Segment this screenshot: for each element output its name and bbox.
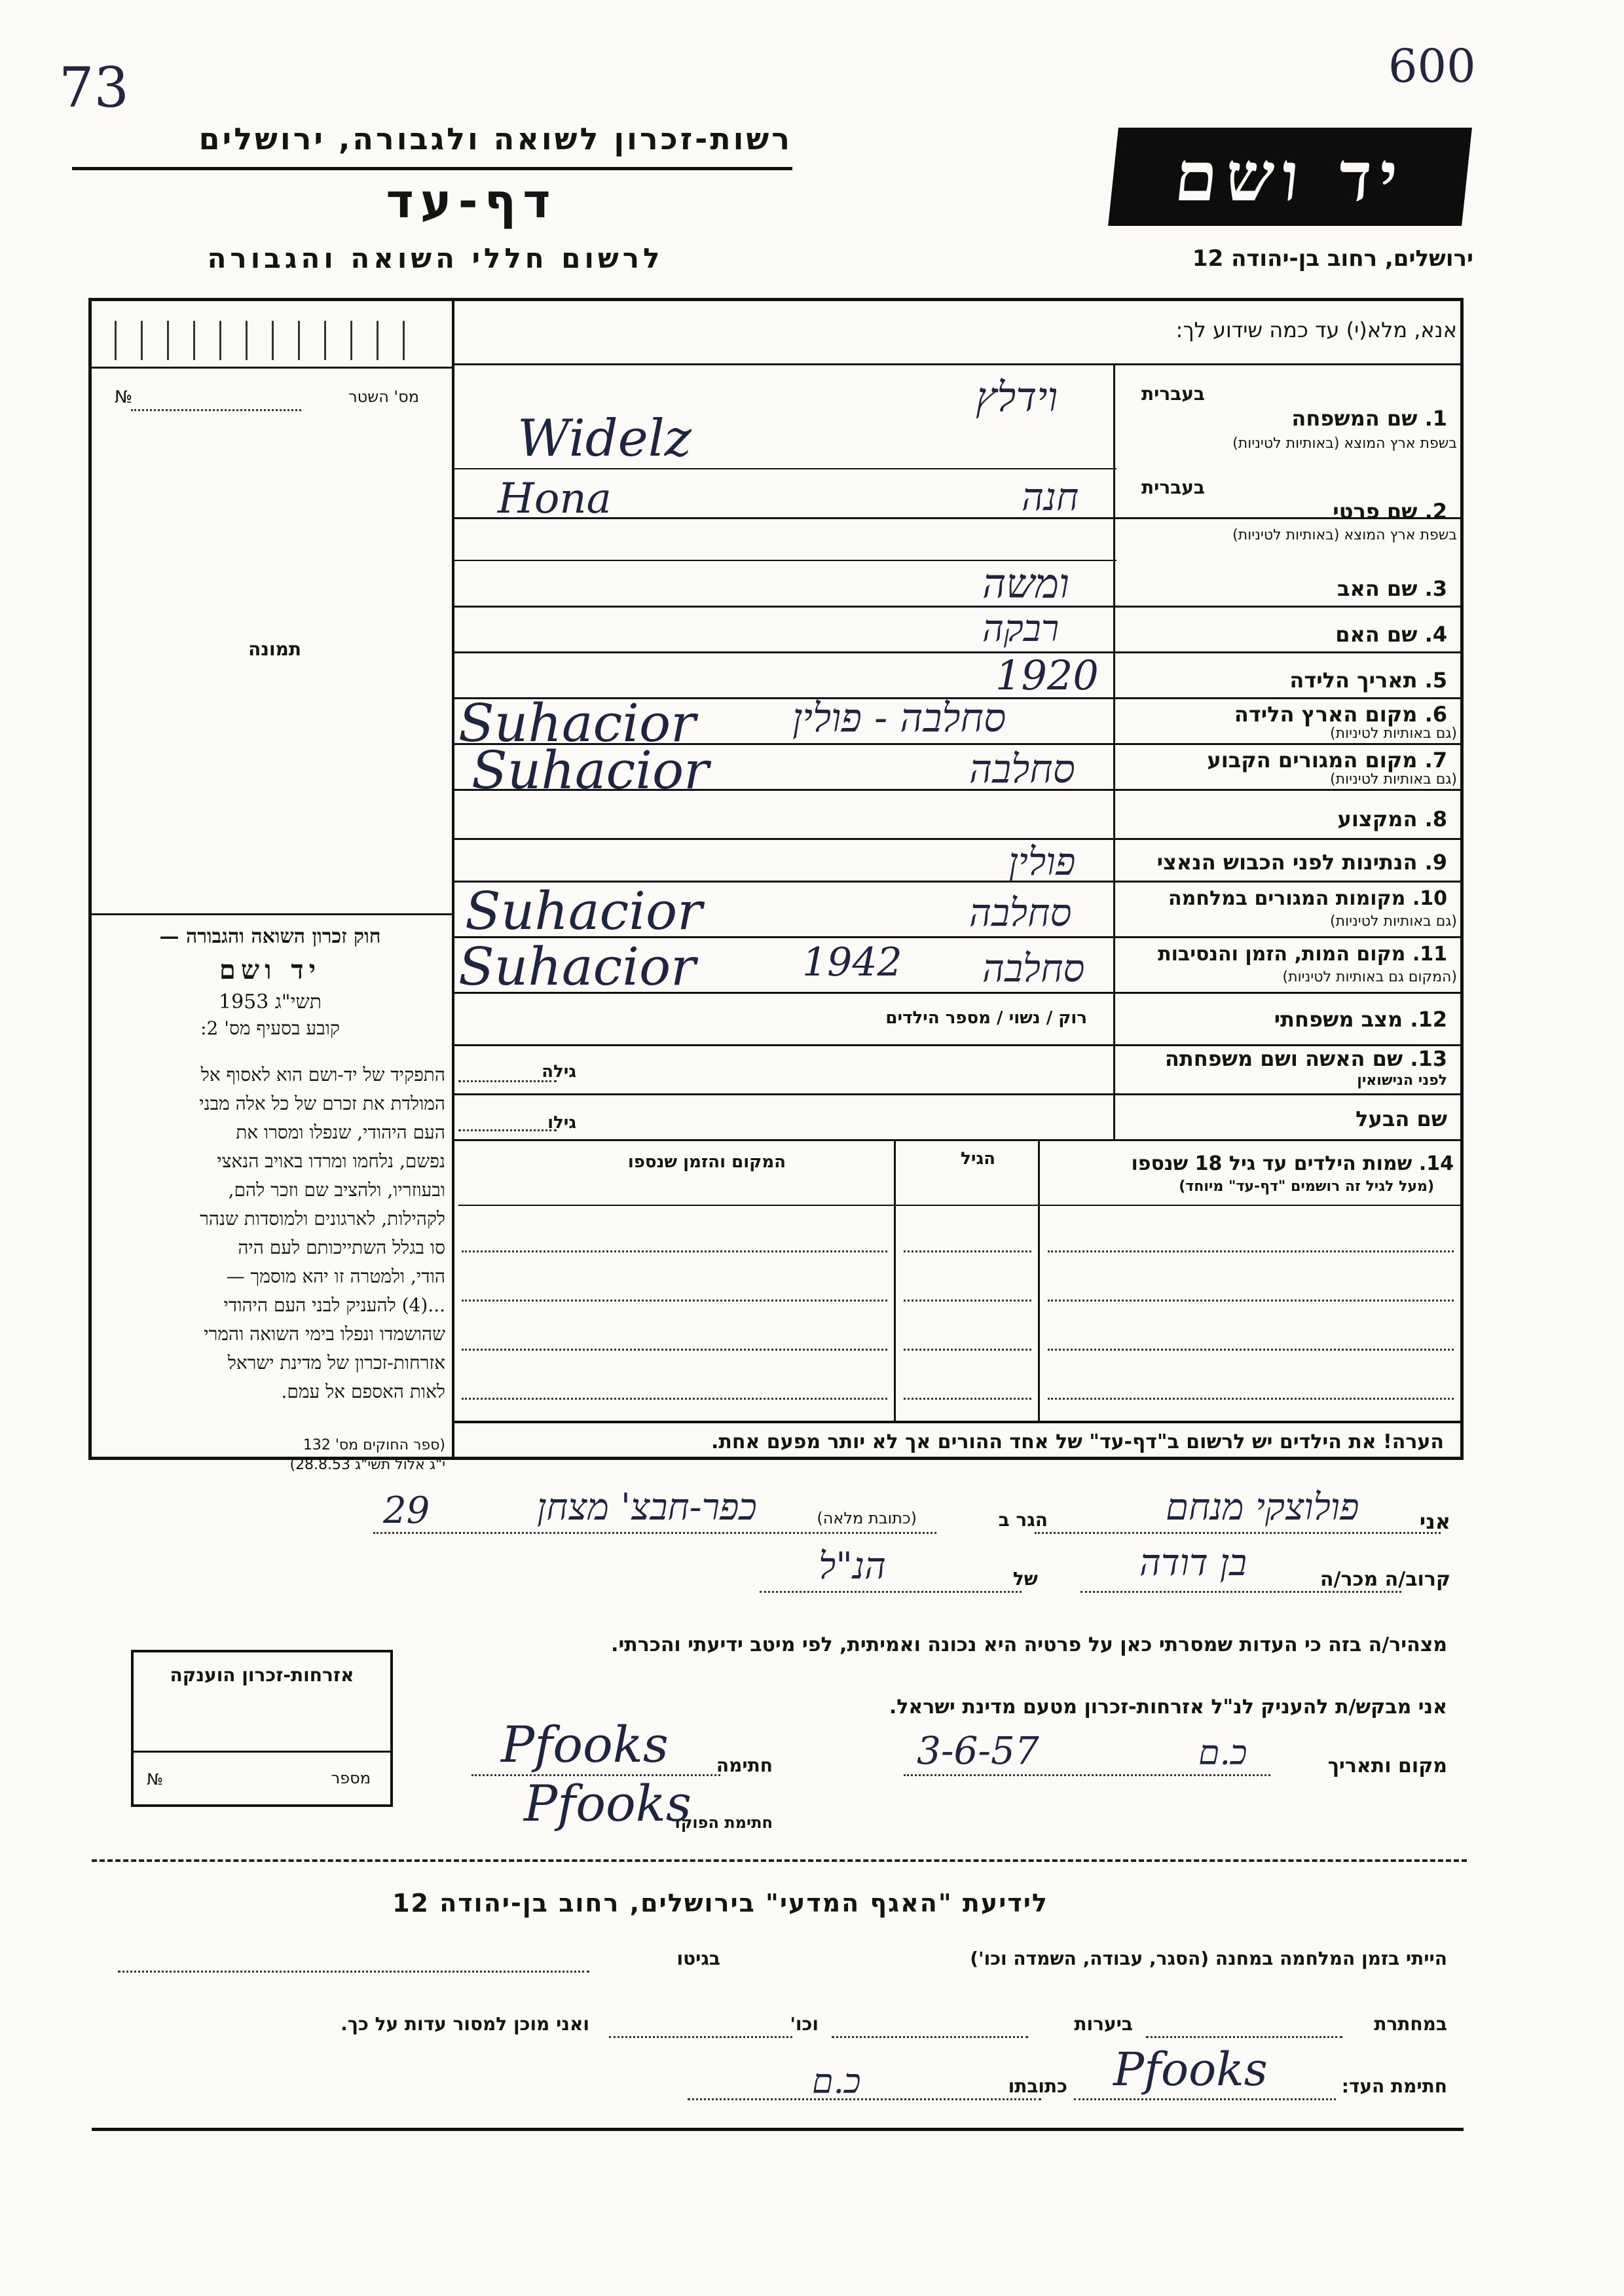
law-title: חוק זכרון השואה והגבורה — xyxy=(159,925,381,948)
bottom-heading: לידיעת "האגף המדעי" בירושלים, רחוב בן-יהודה 12 xyxy=(392,1889,1048,1918)
col-place: המקום והזמן שנספו xyxy=(627,1152,786,1172)
family-name-hebrew[interactable]: וידלץ xyxy=(976,373,1058,421)
row8-label: 8. המקצוע xyxy=(1337,807,1447,831)
row1-latin-note: בשפת ארץ המוצא (באותיות לטיניות) xyxy=(1232,435,1457,452)
birth-date[interactable]: 1920 xyxy=(995,651,1099,699)
row11-note: (המקום גם באותיות לטיניות) xyxy=(1282,969,1457,985)
relation-of-label: של xyxy=(1012,1568,1038,1590)
husband-label: שם הבעל xyxy=(1356,1106,1447,1131)
logo-text: יד ושם xyxy=(1171,136,1409,217)
bottom-forests: ביערות xyxy=(1074,2013,1133,2035)
folio-mark: 600 xyxy=(1388,39,1476,93)
row11-label: 11. מקום המות, הזמן והנסיבות xyxy=(1158,943,1447,966)
signature-value[interactable]: Pfooks xyxy=(501,1715,669,1774)
law-ref-2: י"ג אלול תשי"ג 28.8.53) xyxy=(289,1457,445,1473)
residence-latin[interactable]: Suhacior xyxy=(471,740,709,801)
row2-label: 2. שם פרטי xyxy=(1333,499,1447,524)
row13-note: לפני הנישואין xyxy=(1357,1072,1447,1089)
family-name-latin[interactable]: Widelz xyxy=(517,409,692,468)
bottom-underground: במחתרת xyxy=(1374,2013,1447,2035)
witness-signature[interactable]: Pfooks xyxy=(1113,2043,1268,2096)
law-year: תשי"ג 1953 xyxy=(219,991,322,1013)
row3-label: 3. שם האב xyxy=(1337,576,1447,601)
law-line: התפקיד של יד-ושם הוא לאסוף אל xyxy=(200,1064,445,1085)
authority-title: רשות-זכרון לשואה ולגבורה, ירושלים xyxy=(198,121,792,156)
children-note: (מעל לגיל זה רושמים "דף-עד" מיוחד) xyxy=(1179,1178,1434,1195)
first-name-latin[interactable]: Hona xyxy=(498,475,612,523)
mother-name[interactable]: רבקה xyxy=(982,608,1060,650)
death-year[interactable]: 1942 xyxy=(802,939,902,985)
place-date-label: מקום ותאריך xyxy=(1327,1755,1447,1777)
wife-age-label: גילה xyxy=(542,1062,576,1082)
law-line: ...(4) להעניק לבני העם היהודי xyxy=(223,1294,445,1316)
nationality[interactable]: פולין xyxy=(1008,839,1076,884)
witness-address[interactable]: כ.ם xyxy=(812,2062,861,2102)
citizenship-number-label: מספר xyxy=(331,1769,371,1787)
date-value[interactable]: 3-6-57 xyxy=(917,1728,1039,1773)
photo-label: תמונה xyxy=(248,638,301,660)
row10-latin-note: (גם באותיות לטיניות) xyxy=(1330,913,1457,930)
signature-label: חתימה xyxy=(716,1755,773,1776)
row2-latin-note: בשפת ארץ המוצא (באותיות לטיניות) xyxy=(1232,527,1457,543)
address: ירושלים, רחוב בן-יהודה 12 xyxy=(1192,246,1473,272)
law-line: שהושמדו ונפלו בימי השואה והמרי xyxy=(204,1323,445,1345)
photo-area xyxy=(92,419,449,917)
doc-number-no: № xyxy=(115,388,133,407)
bottom-testimony: ואני מוכן למסור עדות על כך. xyxy=(341,2013,589,2035)
law-name: יד ושם xyxy=(219,955,322,985)
marital-options[interactable]: רוק / נשוי / מספר הילדים xyxy=(885,1008,1087,1028)
official-signature[interactable]: Pfooks xyxy=(524,1774,692,1832)
declarant-address-number[interactable]: 29 xyxy=(383,1489,430,1532)
place-value[interactable]: כ.ם xyxy=(1198,1734,1247,1773)
address-note: (כתובת מלאה) xyxy=(817,1509,917,1527)
law-line: לקהילות, לארגונים ולמוסדות שנהר xyxy=(200,1208,445,1230)
citizenship-box xyxy=(131,1650,393,1807)
official-sig-label: חתימת הפוקד xyxy=(671,1813,773,1832)
law-line: סו בגלל השתייכותם לעם היה xyxy=(238,1237,445,1258)
declarant-address[interactable]: כפר-חבצ' מצחן xyxy=(537,1486,757,1529)
law-line: המולדת את זכרם של כל אלה מבני xyxy=(199,1093,445,1114)
law-ref-1: (ספר החוקים מס' 132 xyxy=(303,1437,445,1453)
law-excerpt xyxy=(95,920,445,1040)
relation-value[interactable]: בן דודה xyxy=(1139,1542,1247,1584)
birth-place-latin[interactable]: Suhacior xyxy=(458,693,696,754)
row9-label: 9. הנתינות לפני הכבוש הנאצי xyxy=(1156,850,1447,875)
law-line: נפשם, נלחמו ומרדו באויב הנאצי xyxy=(217,1150,445,1172)
witness-address-label: כתובתו xyxy=(1008,2075,1067,2097)
row5-label: 5. תאריך הלידה xyxy=(1289,668,1447,693)
birth-place-hebrew[interactable]: סחלבה - פולין xyxy=(792,695,1006,741)
law-clause: קובע בסעיף מס' 2: xyxy=(200,1017,340,1039)
page-number-mark: 73 xyxy=(59,56,129,120)
yad-vashem-logo xyxy=(1108,128,1472,226)
lives-label: הגר ב xyxy=(998,1509,1048,1531)
children-label: 14. שמות הילדים עד גיל 18 שנספו xyxy=(1131,1152,1454,1175)
law-line: ובעוזריו, ולהציב שם וזכר להם, xyxy=(228,1179,445,1201)
law-line: הודי, ולמטרה זו יהא מוסמך — xyxy=(226,1266,445,1287)
form-intro: אנא, מלא(י) עד כמה שידוע לך: xyxy=(1175,318,1457,342)
first-name-hebrew[interactable]: חנה xyxy=(1022,475,1079,519)
law-line: לאות האספם אל עמם. xyxy=(281,1381,445,1402)
declarant-name[interactable]: פולוצקי מנחם xyxy=(1166,1486,1359,1529)
death-place-hebrew[interactable]: סחלבה xyxy=(982,946,1085,991)
citizenship-no: № xyxy=(147,1770,163,1789)
relation-of[interactable]: הנ"ל xyxy=(819,1545,886,1588)
death-place-latin[interactable]: Suhacior xyxy=(458,936,696,997)
form-remark: הערה! את הילדים יש לרשום ב"דף-עד" של אחד ההורים אך לא יותר מפעם אחת. xyxy=(710,1430,1444,1453)
row12-label: 12. מצב משפחתי xyxy=(1274,1007,1447,1032)
citizenship-title: אזרחות-זכרון הוענקה xyxy=(170,1664,354,1686)
row6-label: 6. מקום הארץ הלידה xyxy=(1234,702,1447,727)
doc-number-label: מס' השטר xyxy=(348,388,419,406)
form-subtitle: לרשום חללי השואה והגבורה xyxy=(207,242,664,274)
husband-age-label: גילו xyxy=(547,1113,576,1133)
law-line: אזרחות-זכרון של מדינת ישראל xyxy=(227,1352,445,1374)
form-title: דף-עד xyxy=(386,173,557,228)
row7-latin-note: (גם באותיות לטיניות) xyxy=(1330,771,1457,788)
bottom-etc: וכו' xyxy=(790,2013,819,2035)
row1-lang: בעברית xyxy=(1141,383,1205,405)
witness-signature-label: חתימת העד: xyxy=(1341,2075,1447,2097)
row6-latin-note: (גם באותיות לטיניות) xyxy=(1330,725,1457,742)
declaration-statement: מצהיר/ה בזה כי העדות שמסרתי כאן על פרטיה היא נכונה ואמיתית, לפי מיטב ידיעתי והכרתי. xyxy=(611,1633,1447,1656)
relative-label: קרוב/ה מכר/ה xyxy=(1320,1568,1450,1591)
bottom-line1: הייתי בזמן המלחמה במחנה (הסגר, עבודה, השמדה וכו') xyxy=(970,1948,1447,1969)
doc-number-box xyxy=(95,321,449,360)
row7-label: 7. מקום המגורים הקבוע xyxy=(1207,748,1447,773)
law-body xyxy=(92,1061,445,1406)
col-age: הגיל xyxy=(961,1149,995,1169)
row13-label: 13. שם האשה ושם משפחתה xyxy=(1164,1046,1447,1071)
row4-label: 4. שם האם xyxy=(1335,622,1447,647)
wartime-residence-latin[interactable]: Suhacior xyxy=(465,881,703,941)
wartime-residence-hebrew[interactable]: סחלבה xyxy=(969,890,1072,935)
row10-label: 10. מקומות המגורים במלחמה xyxy=(1168,887,1447,910)
father-name[interactable]: ומשה xyxy=(982,560,1069,608)
declarant-i-label: אני xyxy=(1419,1509,1450,1534)
residence-hebrew[interactable]: סחלבה xyxy=(969,746,1075,792)
bottom-ghetto: בגיטו xyxy=(676,1948,720,1969)
law-line: העם היהודי, שנפלו ומסרו את xyxy=(236,1121,445,1143)
citizenship-request: אני מבקש/ת להעניק לנ"ל אזרחות-זכרון מטעם מדינת ישראל. xyxy=(889,1696,1447,1719)
row1-label: 1. שם המשפחה xyxy=(1291,406,1447,431)
row2-lang: בעברית xyxy=(1141,477,1205,498)
